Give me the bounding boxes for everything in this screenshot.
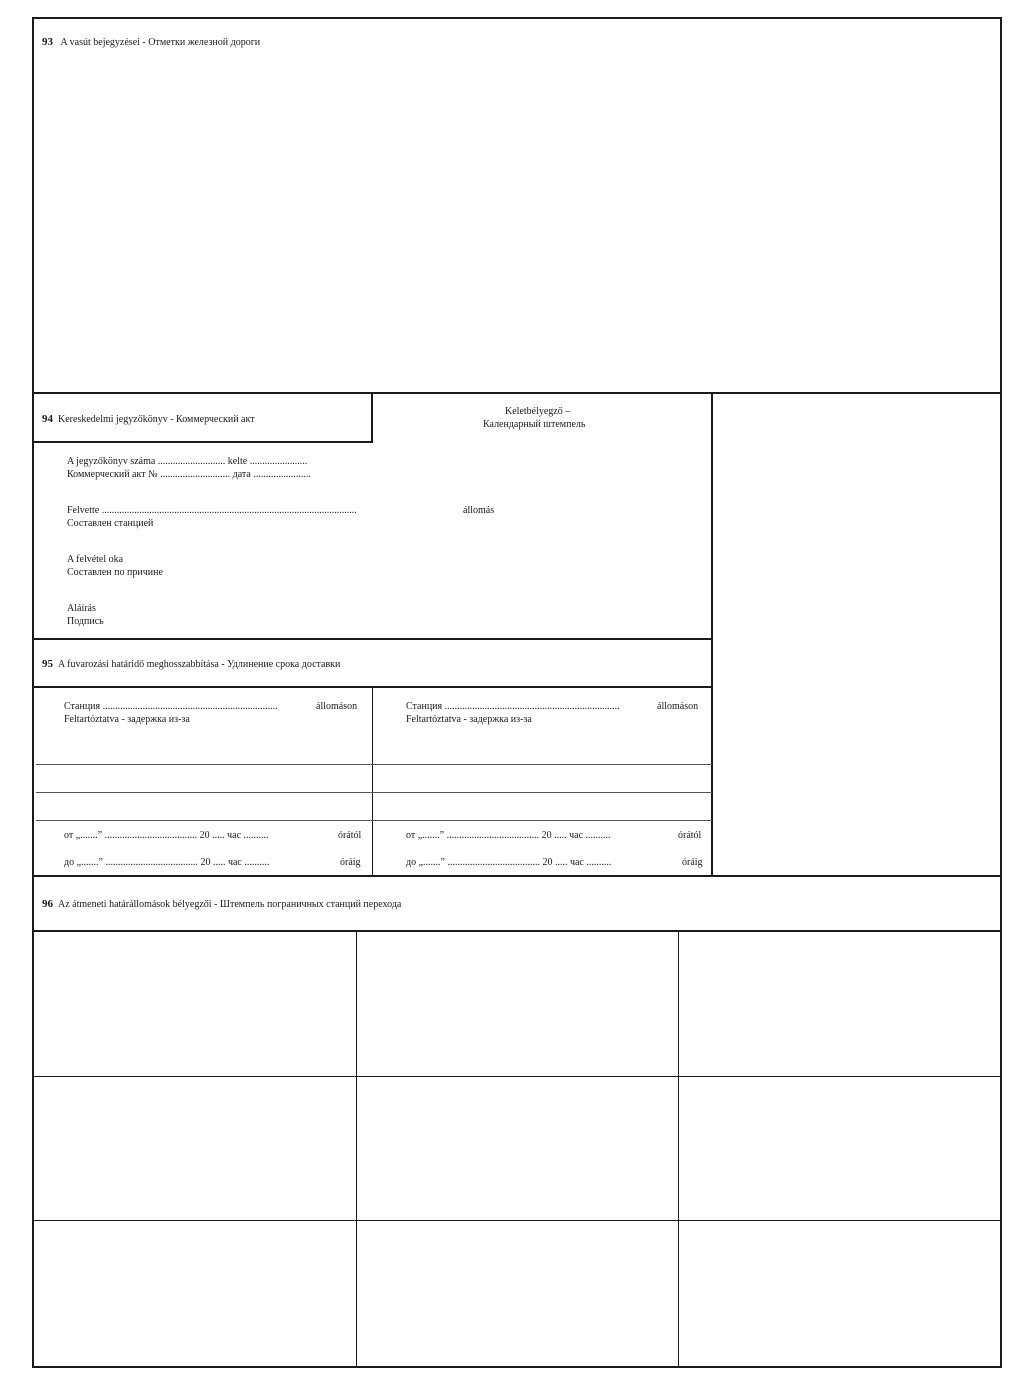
- taken-by-ru: Составлен станцией: [67, 518, 154, 529]
- divider-93-94: [32, 392, 1002, 394]
- right-from-row: от „.......” ..................................... 20 ..... час ..........: [406, 830, 611, 841]
- signature-ru: Подпись: [67, 616, 104, 627]
- box94-bottom: [32, 441, 372, 443]
- divider-96-title: [32, 930, 1002, 932]
- section94-header: [42, 413, 255, 426]
- right-to-suffix: óráig: [682, 857, 703, 868]
- row-line-3: [36, 820, 712, 821]
- reason-hu: A felvétel oka: [67, 554, 124, 565]
- protocol-number-hu: A jegyzőkönyv száma ........................... kelte .......................: [67, 456, 308, 467]
- left-delay-label: Feltartóztatva - задержка из-за: [64, 714, 190, 725]
- frame-bottom: [32, 1366, 1002, 1368]
- right-station-suffix: állomáson: [657, 701, 699, 712]
- left-station-suffix: állomáson: [316, 701, 358, 712]
- section95-number: 95: [42, 658, 53, 670]
- section96-number: 96: [42, 898, 53, 910]
- stamp-label-hu: Keletbélyegző –: [505, 406, 571, 417]
- section95-title: A fuvarozási határidő meghosszabbítása - Удлинение срока доставки: [58, 659, 341, 670]
- section93-number: 93: [42, 36, 53, 48]
- left-from-row: от „.......” ..................................... 20 ..... час ..........: [64, 830, 269, 841]
- section94-number: 94: [42, 413, 53, 425]
- left-to-row: до „.......” ..................................... 20 ..... час ..........: [64, 857, 270, 868]
- divider-vertical-712: [711, 394, 713, 876]
- box94-right: [371, 394, 373, 443]
- right-from-suffix: órától: [678, 830, 702, 841]
- right-delay-label: Feltartóztatva - задержка из-за: [406, 714, 532, 725]
- protocol-number-ru: Коммерческий акт № ............................ дата .......................: [67, 469, 311, 480]
- grid96-col-1: [356, 932, 357, 1367]
- grid96-col-2: [678, 932, 679, 1367]
- grid96-row-1: [34, 1076, 1000, 1077]
- section93-header: [42, 36, 260, 49]
- section93-title: A vasút bejegyzései - Отметки железной дороги: [60, 37, 261, 48]
- frame-right: [1000, 17, 1002, 1368]
- right-station-label: Станция ......................................................................: [406, 701, 620, 712]
- divider-95-columns: [372, 688, 373, 876]
- section96-header: [42, 898, 401, 911]
- section95-header: [42, 658, 340, 671]
- left-from-suffix: órától: [338, 830, 362, 841]
- right-to-row: до „.......” ..................................... 20 ..... час ..........: [406, 857, 612, 868]
- grid96-row-2: [34, 1220, 1000, 1221]
- divider-95-96: [32, 875, 1002, 877]
- signature-hu: Aláírás: [67, 603, 96, 614]
- row-line-2: [36, 792, 712, 793]
- section94-title: Kereskedelmi jegyzőkönyv - Коммерческий акт: [58, 414, 255, 425]
- taken-by-hu: Felvette ......................................................................................................: [67, 505, 357, 516]
- left-station-label: Станция ......................................................................: [64, 701, 278, 712]
- left-to-suffix: óráig: [340, 857, 361, 868]
- reason-ru: Составлен по причине: [67, 567, 163, 578]
- stamp-label-ru: Календарный штемпель: [483, 419, 586, 430]
- divider-94-95: [32, 638, 713, 640]
- taken-by-station: állomás: [463, 505, 495, 516]
- row-line-1: [36, 764, 712, 765]
- frame-top: [32, 17, 1002, 19]
- section96-title: Az átmeneti határállomások bélyegzői - Штемпель пограничных станций перехода: [58, 899, 402, 910]
- frame-left: [32, 17, 34, 1368]
